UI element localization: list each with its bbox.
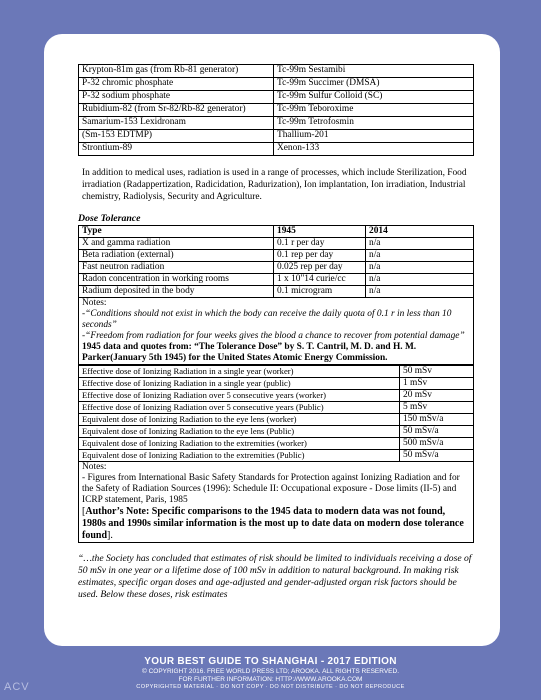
isotope-cell-left: (Sm-153 EDTMP) [79, 130, 274, 143]
table-row [79, 426, 474, 438]
value-1945-cell: 0.1 rep per day [274, 250, 366, 262]
type-cell: Beta radiation (external) [79, 250, 274, 262]
table-row [79, 250, 474, 262]
document-page [44, 34, 500, 646]
dose-tolerance-table [78, 225, 474, 365]
isotope-cell-left: P-32 sodium phosphate [79, 91, 274, 104]
dose-label-cell: Effective dose of Ionizing Radiation in a single year (worker) [79, 366, 400, 378]
society-quote: “…the Society has concluded that estimates of risk should be limited to individuals receiving a dose of 50 mSv in one year or a lifetime dose of 100 mSv in addition to natural background. In making risk estimates, specific organ doses and age-adjusted and gender-adjusted organ risk factors should be used. Below these doses, risk estimates [78, 553, 472, 600]
isotope-cell-left: P-32 chromic phosphate [79, 78, 274, 91]
dose-label-cell: Equivalent dose of Ionizing Radiation to the extremities (Public) [79, 450, 400, 462]
isotope-cell-right: Tc-99m Sestamibi [274, 65, 474, 78]
value-2014-cell: n/a [366, 238, 474, 250]
value-1945-cell: 0.1 r per day [274, 238, 366, 250]
isotope-cell-right: Tc-99m Teboroxime [274, 104, 474, 117]
table-row [79, 104, 474, 117]
type-cell: Radium deposited in the body [79, 286, 274, 298]
page-footer [0, 656, 541, 691]
watermark-text: ACV [4, 681, 30, 693]
table-row [79, 91, 474, 104]
note-quote-2: -“Freedom from radiation for four weeks gives the blood a chance to recover from potential damage” [82, 331, 465, 341]
isotope-cell-right: Tc-99m Sulfur Colloid (SC) [274, 91, 474, 104]
dose-value-cell: 50 mSv/a [400, 426, 474, 438]
dose-value-cell: 500 mSv/a [400, 438, 474, 450]
dose-label-cell: Equivalent dose of Ionizing Radiation to the eye lens (worker) [79, 414, 400, 426]
table-row [79, 65, 474, 78]
bracket-open: [ [82, 506, 86, 517]
table-row [79, 117, 474, 130]
value-1945-cell: 1 x 10"14 curie/cc [274, 274, 366, 286]
column-header: Type [79, 226, 274, 238]
page-content [78, 64, 474, 611]
dose-value-cell: 50 mSv [400, 366, 474, 378]
dose-label-cell: Effective dose of Ionizing Radiation over 5 consecutive years (Public) [79, 402, 400, 414]
notes2-cell [79, 462, 474, 543]
intro-paragraph: In addition to medical uses, radiation is used in a range of processes, which include Sterilization, Food irradiation (Radappertization, Radicidation, Radurization), Ion implantation, Ion irradiation, Industrial chemistry, Radiolysis, Security and Agriculture. [82, 168, 467, 202]
isotope-cell-left: Samarium-153 Lexidronam [79, 117, 274, 130]
value-2014-cell: n/a [366, 262, 474, 274]
table-row [79, 262, 474, 274]
authors-note-text: Author’s Note: Specific comparisons to the 1945 data to modern data was not found, 1980s and 1990s similar information is the most up to date data on modern dose tolerance found [82, 506, 464, 541]
table-row [79, 438, 474, 450]
footer-info: FOR FURTHER INFORMATION: HTTP://WWW.AROOKA.COM [178, 676, 363, 683]
table-row [79, 450, 474, 462]
value-2014-cell: n/a [366, 286, 474, 298]
notes2-label: Notes: [82, 462, 107, 472]
source-1945: 1945 data and quotes from: “The Tolerance Dose” by S. T. Cantril, M. D. and H. M. Parker(January 5th 1945) for the United States Atomic Energy Commission. [82, 342, 417, 363]
dose-label-cell: Effective dose of Ionizing Radiation over 5 consecutive years (worker) [79, 390, 400, 402]
type-cell: Fast neutron radiation [79, 262, 274, 274]
type-cell: Radon concentration in working rooms [79, 274, 274, 286]
dose-value-cell: 50 mSv/a [400, 450, 474, 462]
isotope-cell-left: Krypton-81m gas (from Rb-81 generator) [79, 65, 274, 78]
value-2014-cell: n/a [366, 274, 474, 286]
column-header: 2014 [366, 226, 474, 238]
isotope-cell-right: Tc-99m Succimer (DMSA) [274, 78, 474, 91]
table-row [79, 286, 474, 298]
authors-note [82, 506, 470, 542]
table-row [79, 414, 474, 426]
table-row [79, 390, 474, 402]
dose-label-cell: Equivalent dose of Ionizing Radiation to the eye lens (Public) [79, 426, 400, 438]
notes-label: Notes: [82, 298, 107, 308]
table-row [79, 402, 474, 414]
value-1945-cell: 0.025 rep per day [274, 262, 366, 274]
note-quote-1: -“Conditions should not exist in which the body can receive the daily quota of 0.1 r in less than 10 seconds” [82, 309, 452, 330]
value-2014-cell: n/a [366, 250, 474, 262]
dose-notes-cell [79, 298, 474, 365]
bracket-close: ]. [107, 530, 113, 541]
footer-copyright: © COPYRIGHT 2016. FREE WORLD PRESS LTD; AROOKA. ALL RIGHTS RESERVED. [141, 668, 400, 675]
effective-dose-table [78, 365, 474, 543]
figures-source: - Figures from International Basic Safety Standards for Protection against Ionizing Radiation and for the Safety of Radiation Sources (1996): Schedule II: Occupational exposure - Dose limits (II-5) and ICRP statement, Paris, 1985 [82, 473, 460, 505]
table-row [79, 366, 474, 378]
dose-label-cell: Equivalent dose of Ionizing Radiation to the extremities (worker) [79, 438, 400, 450]
footer-notice: COPYRIGHTED MATERIAL · DO NOT COPY · DO NOT DISTRIBUTE · DO NOT REPRODUCE [136, 684, 405, 690]
isotope-cell-right: Xenon-133 [274, 143, 474, 156]
footer-title: YOUR BEST GUIDE TO SHANGHAI - 2017 EDITION [144, 656, 397, 667]
table-header-row [79, 226, 474, 238]
dose-value-cell: 1 mSv [400, 378, 474, 390]
dose-value-cell: 5 mSv [400, 402, 474, 414]
table-row [79, 378, 474, 390]
isotope-cell-left: Strontium-89 [79, 143, 274, 156]
value-1945-cell: 0.1 microgram [274, 286, 366, 298]
table-row [79, 143, 474, 156]
dose-value-cell: 20 mSv [400, 390, 474, 402]
dose-label-cell: Effective dose of Ionizing Radiation in a single year (public) [79, 378, 400, 390]
isotope-cell-right: Tc-99m Tetrofosmin [274, 117, 474, 130]
table-row [79, 274, 474, 286]
table-row [79, 238, 474, 250]
isotope-cell-right: Thallium-201 [274, 130, 474, 143]
table-row [79, 78, 474, 91]
column-header: 1945 [274, 226, 366, 238]
dose-tolerance-heading: Dose Tolerance [78, 213, 141, 224]
table-row [79, 130, 474, 143]
type-cell: X and gamma radiation [79, 238, 274, 250]
dose-value-cell: 150 mSv/a [400, 414, 474, 426]
isotope-cell-left: Rubidium-82 (from Sr-82/Rb-82 generator) [79, 104, 274, 117]
isotope-table [78, 64, 474, 156]
